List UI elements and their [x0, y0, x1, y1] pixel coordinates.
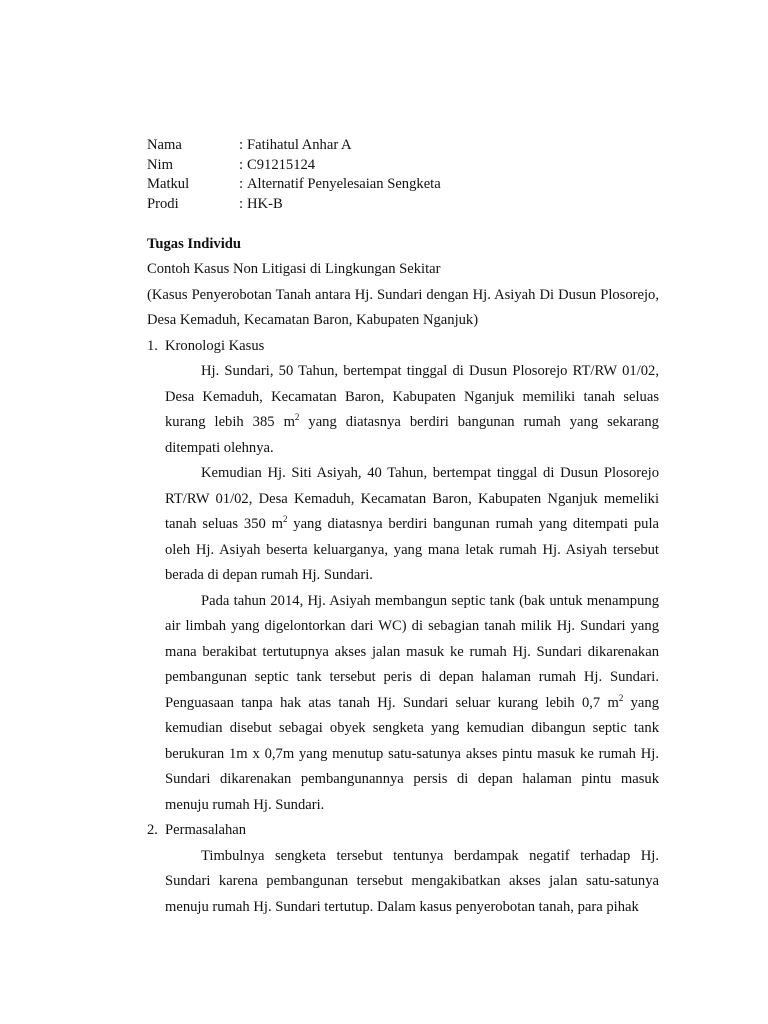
- matkul-separator: :: [239, 176, 244, 192]
- paragraph-text: Pada tahun 2014, Hj. Asiyah membangun septic tank (bak untuk menampung air limbah yang digelontorkan dari WC) di sebagian tanah milik Hj. Sundari yang mana berakibat tertutupnya akses jalan masuk ke rumah Hj. Sundari dikarenakan pembangunan septic tank tersebut peris di depan halaman rumah Hj. Sundari. Penguasaan tanpa hak atas tanah Hj. Sundari seluar kurang lebih 0,7 m: [165, 592, 659, 711]
- prodi-label: Prodi: [147, 195, 179, 212]
- name-value: Fatihatul Anhar A: [247, 137, 352, 153]
- paragraph-text: yang kemudian disebut sebagai obyek sengketa yang kemudian dibangun septic tank berukuran 1m x 0,7m yang menutup satu-satunya akses pintu masuk ke rumah Hj. Sundari dikarenakan pembangunannya persis di depan halaman pintu masuk menuju rumah Hj. Sundari.: [165, 694, 659, 813]
- section-2-number: 2.: [147, 822, 158, 838]
- paragraph-text: Hj. Sundari, 50 Tahun, bertempat tinggal di Dusun Plosorejo RT/RW 01/02, Desa Kemaduh, Kecamatan Baron, Kabupaten Nganjuk memiliki tanah seluas kurang lebih 385 m: [165, 363, 659, 430]
- nim-value: C91215124: [247, 156, 316, 173]
- section-1-title: Kronologi Kasus: [165, 337, 265, 354]
- superscript: 2: [282, 514, 288, 525]
- info-row-nim: [147, 156, 659, 176]
- matkul-label: Matkul: [147, 176, 190, 192]
- name-label: Nama: [147, 137, 182, 153]
- prodi-separator: :: [239, 195, 244, 212]
- info-row-matkul: [147, 175, 659, 195]
- section-2-heading: [147, 818, 659, 844]
- info-row-name: [147, 136, 659, 156]
- section-2-paragraph-1: [165, 844, 659, 921]
- section-1-paragraph-2: [165, 461, 659, 589]
- info-row-prodi: [147, 195, 659, 215]
- case-title: (Kasus Penyerobotan Tanah antara Hj. Sundari dengan Hj. Asiyah Di Dusun Plosorejo, Desa Kemaduh, Kecamatan Baron, Kabupaten Nganjuk): [147, 286, 659, 328]
- student-info: [147, 136, 659, 214]
- section-1-paragraph-3: [165, 589, 659, 819]
- task-heading: Tugas Individu: [147, 236, 241, 252]
- section-2-title: Permasalahan: [165, 822, 247, 838]
- superscript: 2: [294, 412, 300, 423]
- paragraph-text: Timbulnya sengketa tersebut tentunya berdampak negatif terhadap Hj. Sundari karena pembangunan tersebut mengakibatkan akses jalan satu-satunya menuju rumah Hj. Sundari tertutup. Dalam kasus penyerobotan tanah, para pihak: [165, 847, 659, 915]
- section-1-number: 1.: [147, 337, 158, 354]
- prodi-value: HK-B: [247, 195, 283, 212]
- nim-separator: :: [239, 156, 244, 173]
- subtitle: Contoh Kasus Non Litigasi di Lingkungan Sekitar: [147, 261, 441, 277]
- document-page: [147, 136, 659, 920]
- section-1-heading: [147, 334, 659, 360]
- nim-label: Nim: [147, 156, 173, 173]
- matkul-value: Alternatif Penyelesaian Sengketa: [247, 176, 441, 192]
- paragraph-text: yang diatasnya berdiri bangunan rumah yang sekarang ditempati olehnya.: [165, 414, 659, 456]
- name-separator: :: [239, 137, 244, 153]
- superscript: 2: [618, 692, 624, 703]
- paragraph-text: yang diatasnya berdiri bangunan rumah yang ditempati pula oleh Hj. Asiyah beserta keluarganya, yang mana letak rumah Hj. Asiyah tersebut berada di depan rumah Hj. Sundari.: [165, 516, 659, 583]
- paragraph-text: Kemudian Hj. Siti Asiyah, 40 Tahun, bertempat tinggal di Dusun Plosorejo RT/RW 01/02, Desa Kemaduh, Kecamatan Baron, Kabupaten Nganjuk memeliki tanah seluas 350 m: [165, 465, 659, 532]
- section-1-paragraph-1: [165, 359, 659, 461]
